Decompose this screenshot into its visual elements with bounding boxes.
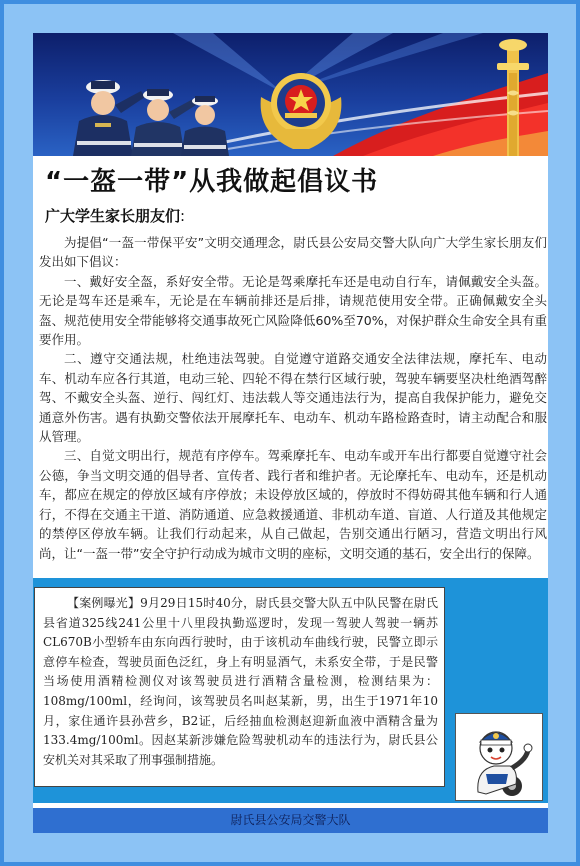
article-three-paragraph: 三、自觉文明出行，规范有序停车。驾乘摩托车、电动车或开车出行都要自觉遵守社会公德，争当文明交通的倡导者、宣传者、践行者和维护者。无论摩托车、电动车，还是机动车，都应在规定的停放区域有序停放；未设停放区域的，停放时不得妨碍其他车辆和行人通行，不得在交通主干道、消防通道、应急救援通道、非机动车道、盲道、人行道及其他规定的禁停区停放车辆。让我们行动起来，从自己做起，告别交通出行陋习，营造文明出行风尚，让“一盔一带”安全守护行动成为城市文明的座标，文明交通的基石，安全出行的保障。 <box>39 448 547 561</box>
salutation-colon: : <box>180 207 186 225</box>
salutation <box>45 205 185 226</box>
case-exposure-box <box>34 587 445 787</box>
case-exposure-text: 【案例曝光】9月29日15时40分，尉氏县交警大队五中队民警在尉氏县省道325线241公里十八里段执勤巡逻时，发现一驾驶人驾驶一辆苏CL670B小型轿车由东向西行驶时，由于该机动车曲线行驶，民警立即示意停车检查，驾驶员面色泛红，身上有明显酒气，未系安全带，于是民警当场使用酒精检测仪对该驾驶员进行酒精含量检测，检测结果为：108mg/100ml，经询问，该驾驶员名叫赵某新，男，出生于1971年10月，家住通许县孙营乡，B2证，后经抽血检测赵迎新血液中酒精含量为133.4mg/100ml。因赵某新涉嫌危险驾驶机动车的违法行为，尉氏县公安机关对其采取了刑事强制措施。 <box>43 596 438 767</box>
salutation-text: 广大学生家长朋友们 <box>45 207 181 225</box>
intro-paragraph: 为提倡“一盔一带保平安”文明交通理念，尉氏县公安局交警大队向广大学生家长朋友们发出如下倡议： <box>39 235 547 270</box>
header-banner <box>33 33 548 156</box>
traffic-police-cartoon-icon <box>455 713 543 801</box>
article-one-paragraph: 一、戴好安全盔，系好安全带。无论是驾乘摩托车还是电动自行车，请佩戴安全头盔。无论是驾车还是乘车，无论是在车辆前排还是后排，请规范使用安全带。正确佩戴安全头盔、规范使用安全带能够将交通事故死亡风险降低60%至70%，对保护群众生命安全具有重要作用。 <box>39 273 547 348</box>
banner-illustration <box>33 33 548 156</box>
footer-bar <box>33 808 548 833</box>
article-two-paragraph: 二、遵守交通法规，杜绝违法驾驶。自觉遵守道路交通安全法律法规，摩托车、电动车、机动车应各行其道，电动三轮、四轮不得在禁行区域行驶，驾驶车辆要坚决杜绝酒驾醉驾、不戴安全头盔、逆行、闯红灯、违法载人等交通违法行为，提高自我保护能力，避免交通意外伤害。遇有执勤交警依法开展摩托车、电动车、机动车路检路查时，请主动配合和服从管理。 <box>39 351 547 445</box>
proposal-body <box>39 233 547 563</box>
footer-organization: 尉氏县公安局交警大队 <box>230 813 351 827</box>
document-title: “一盔一带”从我做起倡议书 <box>45 167 379 197</box>
document-sheet <box>33 33 548 833</box>
police-officers-figure <box>73 80 229 156</box>
